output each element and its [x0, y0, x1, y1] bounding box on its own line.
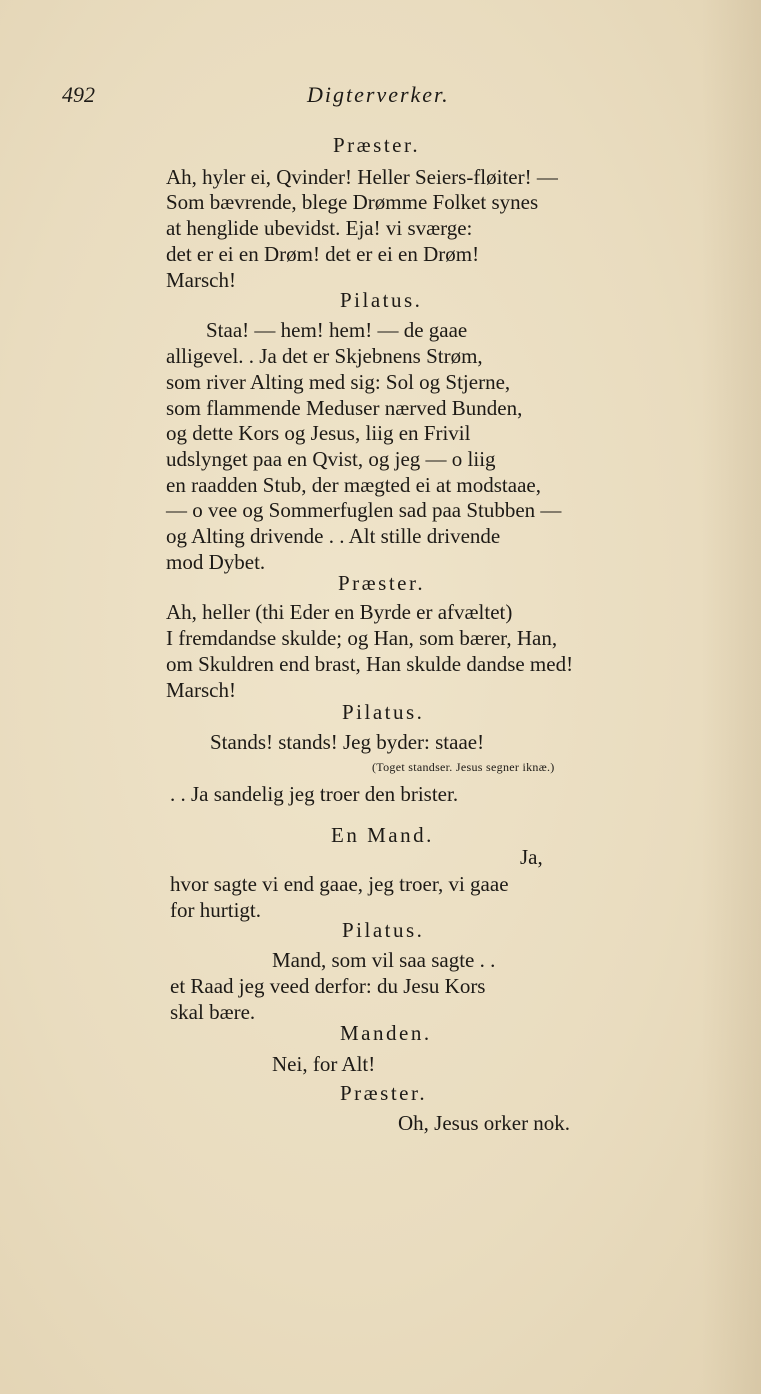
- verse-line: og dette Kors og Jesus, liig en Frivil: [166, 421, 471, 445]
- speaker-name: Pilatus.: [342, 918, 425, 942]
- verse-line: Som bævrende, blege Drømme Folket synes: [166, 190, 539, 214]
- verse-line: Staa! — hem! hem! — de gaae: [206, 318, 468, 342]
- verse-line: Ah, heller (thi Eder en Byrde er afvæltet): [166, 600, 513, 624]
- verse-line: for hurtigt.: [170, 898, 261, 922]
- page-number: 492: [62, 82, 95, 107]
- running-title: Digterverker.: [307, 82, 450, 107]
- speaker-name: Pilatus.: [340, 288, 423, 312]
- speaker-name: Pilatus.: [342, 700, 425, 724]
- verse-line: og Alting drivende . . Alt stille drivende: [166, 524, 501, 548]
- speaker-name: Præster.: [333, 133, 421, 157]
- verse-line: Nei, for Alt!: [272, 1052, 376, 1076]
- verse-line: at henglide ubevidst. Eja! vi sværge:: [166, 216, 473, 240]
- verse-line: en raadden Stub, der mægted ei at modstaae,: [166, 473, 541, 497]
- verse-line: . . Ja sandelig jeg troer den brister.: [170, 782, 459, 806]
- verse-line: I fremdandse skulde; og Han, som bærer, Han,: [166, 626, 558, 650]
- stage-direction: (Toget standser. Jesus segner iknæ.): [372, 760, 555, 774]
- speaker-name: En Mand.: [331, 823, 434, 847]
- verse-line: et Raad jeg veed derfor: du Jesu Kors: [170, 974, 486, 998]
- verse-line: som river Alting med sig: Sol og Stjerne,: [166, 370, 511, 394]
- verse-line: som flammende Meduser nærved Bunden,: [166, 396, 523, 420]
- verse-line: om Skuldren end brast, Han skulde dandse med!: [166, 652, 574, 676]
- verse-line: Marsch!: [166, 678, 236, 702]
- verse-line: — o vee og Sommerfuglen sad paa Stubben —: [166, 498, 562, 522]
- verse-line: skal bære.: [170, 1000, 256, 1024]
- speaker-name: Manden.: [340, 1021, 432, 1045]
- verse-line: det er ei en Drøm! det er ei en Drøm!: [166, 242, 480, 266]
- verse-line: alligevel. . Ja det er Skjebnens Strøm,: [166, 344, 483, 368]
- page-edge-shadow: [701, 0, 761, 1394]
- verse-line: Stands! stands! Jeg byder: staae!: [210, 730, 485, 754]
- verse-line: Mand, som vil saa sagte . .: [272, 948, 496, 972]
- verse-line: Oh, Jesus orker nok.: [398, 1111, 571, 1135]
- verse-line: Ah, hyler ei, Qvinder! Heller Seiers-fløiter! —: [166, 165, 558, 189]
- verse-line: Marsch!: [166, 268, 236, 292]
- speaker-name: Præster.: [338, 571, 426, 595]
- verse-line: hvor sagte vi end gaae, jeg troer, vi gaae: [170, 872, 509, 896]
- verse-line: mod Dybet.: [166, 550, 266, 574]
- verse-line: Ja,: [520, 845, 543, 869]
- verse-line: udslynget paa en Qvist, og jeg — o liig: [166, 447, 496, 471]
- speaker-name: Præster.: [340, 1081, 428, 1105]
